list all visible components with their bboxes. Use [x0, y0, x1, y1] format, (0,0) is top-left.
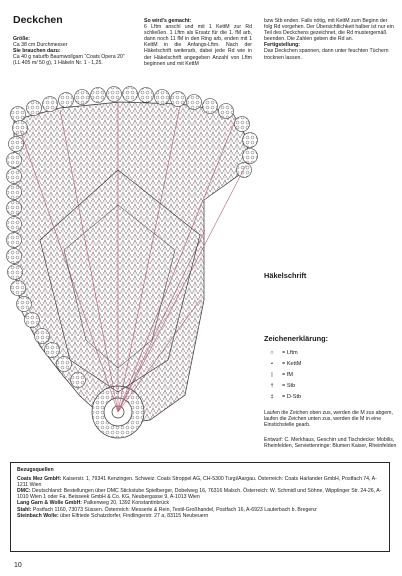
legend-item	[266, 350, 298, 356]
legend-item	[266, 372, 293, 378]
finishing-text: Das Deckchen spannen, dann unter feuchten Tüchern trocknen lassen.	[264, 48, 389, 61]
sources-list	[17, 467, 387, 519]
finishing-heading: Fertigstellung:	[264, 42, 301, 49]
legend-item-label: = KettM	[282, 361, 302, 367]
instructions-continued-text: bzw Stb enden. Falls nötig, mit KettM zum Beginn der folg Rd vorgehen. Der Übersichtlichkeit halber ist nur ein Teil des Deckchens gezeichnet, die Rd mustergemäß beenden. Die Zahlen geben die Rd an.	[264, 18, 394, 43]
instructions-text: 6 Lftm anschl und mit 1 KettM zur Rd schließen. 1 Lftm als Ersatz für die 1. fM arb, dann noch 11 fM in den Ring arb, enden mit 1 KettM in die Anfangs-Lftm. Nach der Häkelschrift weiterarb, dabei jede Rd wie in der Häkelschrift angegeben Anzahl von Lftm beginnen und mit KettM	[144, 24, 252, 67]
single-crochet-icon: |	[271, 372, 273, 378]
page-title: Deckchen	[13, 14, 63, 26]
source-entry: Steinbach Wolle: über Elfriede Schatzdorfer, Findlingerstr. 27 a, 83115 Neubeuern	[17, 512, 209, 519]
chain-stitch-icon: ○	[270, 350, 274, 356]
design-credit	[264, 437, 398, 449]
slip-stitch-icon: •	[271, 361, 273, 367]
legend-item	[266, 361, 301, 367]
legend-item	[266, 394, 301, 400]
design-credit-text: Entwurf: C. Merkhaus, Geschirr und Tischdecke: Mobilis, Rheinfelden, Serviettenringe: Blumen Kaiser, Rheinfelden	[264, 437, 397, 450]
source-entry: Stahl: Postfach 1160, 73073 Süssen. Österreich: Messerle & Rein, Textil-Großhandel, Postfach 16, A-6923 Lauterbach b. Bregenz	[17, 506, 317, 513]
legend-item-label: = Stb	[282, 383, 296, 389]
legend-note-text: Laufen die Zeichen oben zus, werden die M zus abgem, laufen die Zeichen unten zus, werden die M in eine Einstichstelle gearb.	[264, 410, 393, 429]
legend-item	[266, 383, 295, 389]
page-number: 10	[14, 562, 22, 569]
double-crochet-icon: †	[270, 383, 274, 389]
size-text: Ca 38 cm Durchmesser	[13, 42, 68, 49]
materials-text: Ca 40 g naturfb Baumwollgarn “Coats Opera 20” (LL 405 m/ 50 g), 1 Häkeln Nr. 1 - 1,25.	[13, 54, 125, 67]
legend-item-label: = Lftm	[282, 350, 298, 356]
size-heading: Größe:	[13, 36, 31, 42]
source-entry: DMC: Deutschland: Bestellungen über DMC Stickstube Spielberger, Dobelweg 16, 76316 Malsch. Österreich: W. Schmidl und Söhne, Wipplinger Str. 24-26, A-1010 Wien 1 oder Fa. Beisseek GmbH & Co. KG, Neubergasse 9, A-1013 Wien	[17, 488, 382, 501]
legend-item-label: = D-Stb	[282, 394, 302, 400]
legend-heading: Zeichenerklärung:	[264, 334, 329, 343]
source-entry: Coats Mez GmbH: Kaiserstr. 1, 79341 Kenzingen. Schweiz: Coats Stroppel AG, CH-5300 Turgi/Aargau. Österreich: Coats Harlander GmbH, Postfach 74, A-1211 Wien	[17, 476, 377, 489]
sources-heading: Bezugsquellen	[17, 467, 54, 473]
treble-crochet-icon: ‡	[270, 394, 274, 400]
source-entry: Lang Garn & Wolle GmbH: Palkenweg 20, 1392 Konstantinbrück	[17, 500, 170, 507]
materials-heading: Sie brauchen dazu:	[13, 48, 61, 55]
chart-caption: Häkelschrift	[264, 271, 307, 280]
legend-note	[264, 410, 394, 428]
instructions-heading: So wird's gemacht:	[144, 18, 192, 24]
chart-mesh-body	[14, 102, 248, 425]
legend-item-label: = fM	[282, 372, 294, 378]
